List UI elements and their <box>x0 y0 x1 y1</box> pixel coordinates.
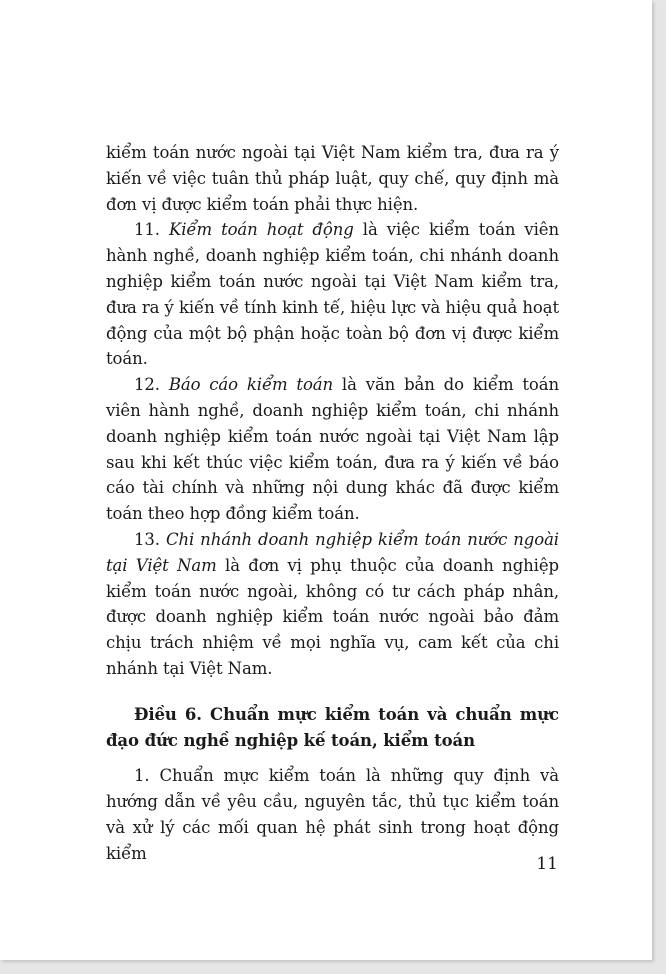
paragraph-number: 11. <box>134 220 160 240</box>
paragraph-11 <box>106 217 559 372</box>
paragraph-13 <box>106 527 559 682</box>
paragraph-body: là việc kiểm toán viên hành nghề, doanh nghiệp kiểm toán, chi nhánh doanh nghiệp kiểm toán nước ngoài tại Việt Nam kiểm tra, đưa ra ý kiến về tính kinh tế, hiệu lực và hiệu quả hoạt động của một bộ phận hoặc toàn bộ đơn vị được kiểm toán. <box>106 220 559 369</box>
paragraph-body: là đơn vị phụ thuộc của doanh nghiệp kiểm toán nước ngoài, không có tư cách pháp nhân, được doanh nghiệp kiểm toán nước ngoài bảo đảm chịu trách nhiệm về mọi nghĩa vụ, cam kết của chi nhánh tại Việt Nam. <box>106 555 559 678</box>
body-text <box>106 140 559 867</box>
paragraph-body: là văn bản do kiểm toán viên hành nghề, doanh nghiệp kiểm toán, chi nhánh doanh nghiệp kiểm toán nước ngoài tại Việt Nam lập sau khi kết thúc việc kiểm toán, đưa ra ý kiến về báo cáo tài chính và những nội dung khác đã được kiểm toán theo hợp đồng kiểm toán. <box>106 375 560 524</box>
defined-term: Chi nhánh doanh nghiệp kiểm toán nước ngoài tại Việt Nam <box>106 529 559 575</box>
article-heading: Điều 6. Chuẩn mực kiểm toán và chuẩn mực đạo đức nghề nghiệp kế toán, kiểm toán <box>106 704 559 750</box>
paragraph-number: 13. <box>134 529 160 549</box>
paragraph-12 <box>106 372 559 527</box>
page-number: 11 <box>536 854 558 874</box>
article-paragraph-1: 1. Chuẩn mực kiểm toán là những quy định và hướng dẫn về yêu cầu, nguyên tắc, thủ tục kiểm toán và xử lý các mối quan hệ phát sinh trong hoạt động kiểm <box>106 766 559 863</box>
paragraph-intro: kiểm toán nước ngoài tại Việt Nam kiểm tra, đưa ra ý kiến về việc tuân thủ pháp luật, quy chế, quy định mà đơn vị được kiểm toán phải thực hiện. <box>106 143 559 214</box>
paragraph-number: 12. <box>134 375 160 395</box>
defined-term: Kiểm toán hoạt động <box>169 220 354 240</box>
defined-term: Báo cáo kiểm toán <box>168 375 334 395</box>
